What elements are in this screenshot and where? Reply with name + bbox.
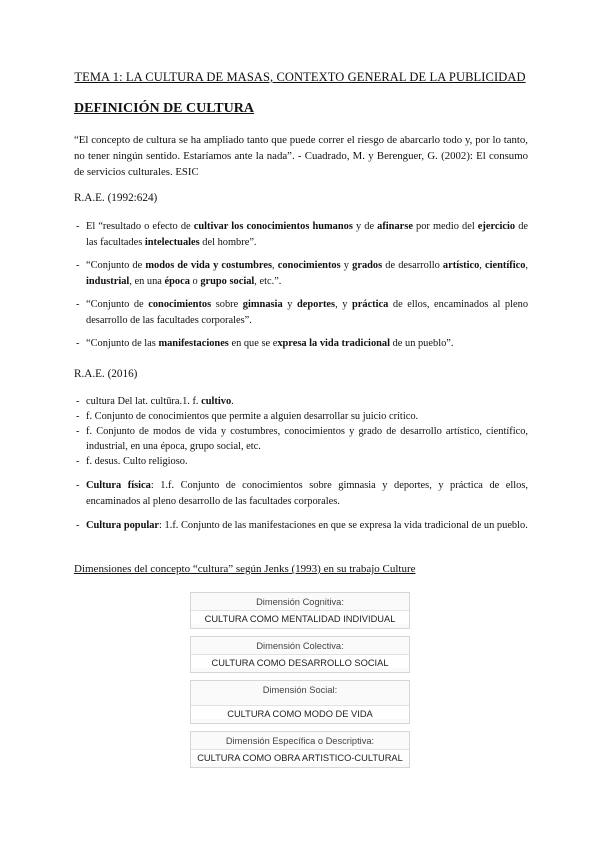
definition-text: f. desus. Culto religioso. <box>86 456 188 467</box>
definition-item <box>74 258 528 290</box>
definition-item <box>74 424 528 454</box>
definition-text: de ellos, encaminados al pleno desarrollo de las facultades corporales”. <box>86 299 529 326</box>
rae-1992-label: R.A.E. (1992:624) <box>74 192 158 204</box>
definition-text: y <box>340 260 353 271</box>
definition-item <box>74 478 528 510</box>
definition-text: , en una <box>129 276 165 287</box>
bullet-dash: - <box>76 520 80 531</box>
definition-text: o <box>189 276 201 287</box>
dimension-title: Dimensión Cognitiva: <box>256 597 344 607</box>
bold-term: grados <box>352 260 383 271</box>
bold-term: intelectuales <box>144 237 200 248</box>
definition-item <box>74 394 528 409</box>
definition-text: , <box>525 260 529 271</box>
bullet-dash: - <box>76 221 80 232</box>
bold-term: época <box>164 276 190 287</box>
document-title: TEMA 1: LA CULTURA DE MASAS, CONTEXTO GENERAL DE LA PUBLICIDAD <box>74 70 526 84</box>
definition-text: sobre <box>211 299 243 310</box>
bold-term: conocimientos <box>148 299 212 310</box>
bold-term: modos de vida y costumbres <box>145 260 273 271</box>
definition-text: de las facultades <box>86 221 528 248</box>
bold-term: artístico <box>442 260 480 271</box>
bold-term: práctica <box>351 299 389 310</box>
bullet-dash: - <box>76 426 80 437</box>
bullet-dash: - <box>76 411 80 422</box>
bold-term: xpresa la vida tradicional <box>277 338 390 349</box>
definition-text: , etc.”. <box>254 276 282 287</box>
bullet-dash: - <box>76 260 80 271</box>
dimension-box <box>190 636 410 673</box>
definition-text: y de <box>352 221 378 232</box>
bullet-dash: - <box>76 480 80 491</box>
dimension-box <box>190 731 410 768</box>
dimension-value: CULTURA COMO DESARROLLO SOCIAL <box>191 654 409 668</box>
dimension-value: CULTURA COMO OBRA ARTISTICO-CULTURAL <box>191 749 409 763</box>
definition-text: : 1.f. Conjunto de las manifestaciones en que se expresa la vida tradicional de un pueblo. <box>159 520 528 531</box>
bold-term: afinarse <box>377 221 413 232</box>
bold-term: industrial <box>86 276 130 287</box>
definition-item <box>74 518 528 534</box>
definition-text: : 1.f. Conjunto de conocimientos sobre gimnasia y deportes, y práctica de ellos, encaminados al pleno desarrollo de las facultades corporales. <box>86 480 528 507</box>
definition-text: del hombre”. <box>199 237 257 248</box>
definition-text: El “resultado o efecto de <box>86 221 194 232</box>
bold-term: cultivar los conocimientos humanos <box>193 221 353 232</box>
bullet-dash: - <box>76 338 80 349</box>
rae-1992-definitions <box>74 219 528 352</box>
definition-text: , <box>272 260 278 271</box>
dimensions-heading: Dimensiones del concepto “cultura” según Jenks (1993) en su trabajo Culture <box>74 563 416 575</box>
dimension-title: Dimensión Específica o Descriptiva: <box>225 736 375 746</box>
dimension-title: Dimensión Colectiva: <box>256 641 344 651</box>
definition-text: , <box>479 260 486 271</box>
bullet-dash: - <box>76 456 80 467</box>
definition-text: de un pueblo”. <box>390 338 454 349</box>
definition-text: “Conjunto de <box>86 299 149 310</box>
definition-item <box>74 336 528 352</box>
definition-item <box>74 409 528 424</box>
dimension-title: Dimensión Social: <box>262 685 338 695</box>
dimension-value: CULTURA COMO MENTALIDAD INDIVIDUAL <box>191 610 409 624</box>
dimension-box <box>190 680 410 724</box>
bold-term: cultivo <box>201 396 232 407</box>
definition-text: , y <box>335 299 352 310</box>
definition-text: f. Conjunto de conocimientos que permite a alguien desarrollar su juicio crítico. <box>86 411 419 422</box>
rae-2016-definitions <box>74 394 528 469</box>
bold-term: Cultura popular <box>86 520 160 531</box>
dimension-value: CULTURA COMO MODO DE VIDA <box>191 705 409 719</box>
dimension-box <box>190 592 410 629</box>
definition-text: “Conjunto de las <box>86 338 159 349</box>
rae-2016-extra-definitions <box>74 478 528 534</box>
definition-text: y <box>282 299 297 310</box>
rae-2016-label: R.A.E. (2016) <box>74 368 138 380</box>
definition-text: f. Conjunto de modos de vida y costumbres, conocimientos y grado de desarrollo artístico, científico, industrial, en una época, grupo social, etc. <box>86 426 528 452</box>
definition-text: “Conjunto de <box>86 260 146 271</box>
bold-term: Cultura física <box>86 480 151 491</box>
bold-term: manifestaciones <box>158 338 229 349</box>
bold-term: gimnasia <box>242 299 283 310</box>
definition-text: de desarrollo <box>382 260 443 271</box>
section-heading: DEFINICIÓN DE CULTURA <box>74 101 254 116</box>
definition-item <box>74 454 528 469</box>
bold-term: grupo social <box>200 276 255 287</box>
bold-term: ejercicio <box>477 221 516 232</box>
bold-term: deportes <box>296 299 336 310</box>
definition-text: por medio del <box>412 221 478 232</box>
definition-item <box>74 297 528 329</box>
dimensions-diagram <box>190 592 410 775</box>
definition-text: cultura Del lat. cultūra.1. f. <box>86 396 202 407</box>
definition-item <box>74 219 528 251</box>
definition-text: en que se e <box>228 338 278 349</box>
bold-term: científico <box>485 260 526 271</box>
bullet-dash: - <box>76 396 80 407</box>
bold-term: conocimientos <box>277 260 341 271</box>
bullet-dash: - <box>76 299 80 310</box>
definition-text: . <box>231 396 234 407</box>
quote-paragraph: “El concepto de cultura se ha ampliado tanto que puede correr el riesgo de abarcarlo todo y, por lo tanto, no tener ningún sentido. Estaríamos ante la nada”. - Cuadrado, M. y Berenguer, G. (2002): El consumo de servicios culturales. ESIC <box>74 134 528 178</box>
